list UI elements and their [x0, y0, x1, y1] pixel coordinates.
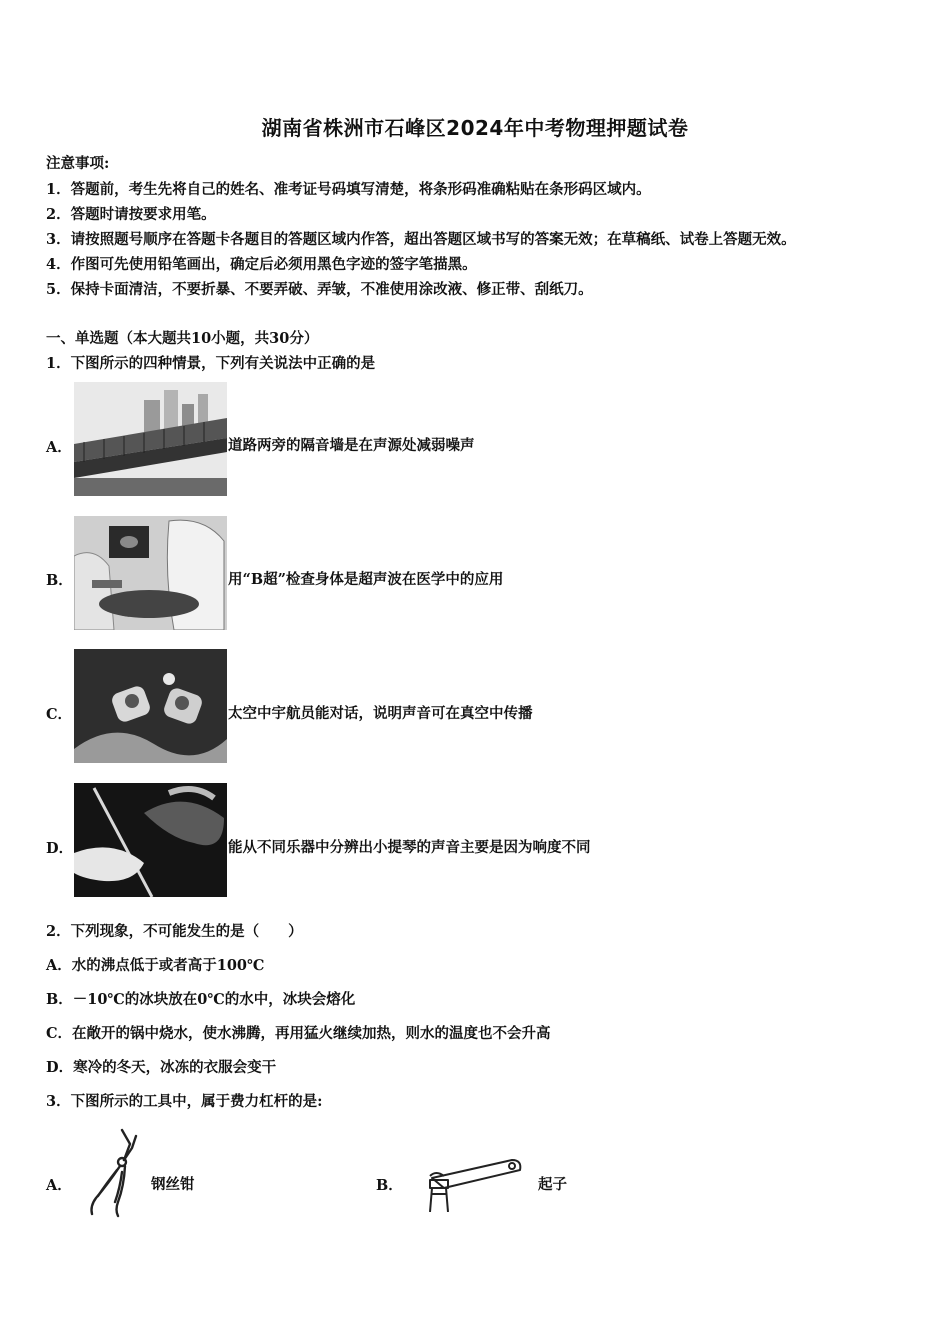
- section-heading: 一、单选题（本大题共10小题，共30分）: [46, 330, 319, 347]
- q2-option-b: B．－10℃的冰块放在0℃的水中，冰块会熔化: [46, 991, 356, 1008]
- notice-heading: 注意事项:: [46, 155, 110, 172]
- q3-option-b-letter: B．: [376, 1177, 403, 1194]
- q3-option-a-letter: A．: [46, 1177, 72, 1194]
- q3-option-a-label: 钢丝钳: [151, 1176, 195, 1193]
- q1-option-d-text: 能从不同乐器中分辨出小提琴的声音主要是因为响度不同: [228, 839, 591, 856]
- q1-option-c-text: 太空中宇航员能对话，说明声音可在真空中传播: [228, 705, 533, 722]
- q3-option-b-label: 起子: [538, 1176, 567, 1193]
- notice-item: 5．保持卡面清洁，不要折暴、不要弄破、弄皱，不准使用涂改液、修正带、刮纸刀。: [46, 281, 593, 298]
- b-ultrasound-exam-photo: [74, 516, 227, 630]
- astronauts-in-space-photo: [74, 649, 227, 763]
- q1-option-c-letter: C．: [46, 706, 73, 723]
- notice-item: 1．答题前，考生先将自己的姓名、准考证号码填写清楚，将条形码准确粘贴在条形码区域内。: [46, 181, 651, 198]
- notice-item: 4．作图可先使用铅笔画出，确定后必须用黑色字迹的签字笔描黑。: [46, 256, 477, 273]
- question-3-stem: 3．下图所示的工具中，属于费力杠杆的是:: [46, 1093, 323, 1110]
- notice-item: 3．请按照题号顺序在答题卡各题目的答题区域内作答，超出答题区域书写的答案无效；在草稿纸、试卷上答题无效。: [46, 231, 796, 248]
- notice-item: 2．答题时请按要求用笔。: [46, 206, 216, 223]
- q2-option-a: A．水的沸点低于或者高于100℃: [46, 957, 265, 974]
- page-title: 湖南省株洲市石峰区2024年中考物理押题试卷: [261, 116, 689, 140]
- q1-option-a-text: 道路两旁的隔音墙是在声源处减弱噪声: [228, 437, 475, 454]
- q1-option-a-letter: A．: [46, 439, 72, 456]
- q2-option-c: C．在敞开的锅中烧水，使水沸腾，再用猛火继续加热，则水的温度也不会升高: [46, 1025, 551, 1042]
- q1-option-b-text: 用“B超”检查身体是超声波在医学中的应用: [228, 571, 504, 588]
- q2-option-d: D．寒冷的冬天，冰冻的衣服会变干: [46, 1059, 277, 1076]
- question-2-stem: 2．下列现象，不可能发生的是（ ）: [46, 923, 303, 940]
- question-1-stem: 1．下图所示的四种情景，下列有关说法中正确的是: [46, 355, 376, 372]
- sound-barrier-wall-photo: [74, 382, 227, 496]
- q1-option-d-letter: D．: [46, 840, 74, 857]
- pliers-icon: [78, 1126, 142, 1218]
- violin-playing-photo: [74, 783, 227, 897]
- bottle-opener-icon: [424, 1156, 524, 1212]
- q1-option-b-letter: B．: [46, 572, 73, 589]
